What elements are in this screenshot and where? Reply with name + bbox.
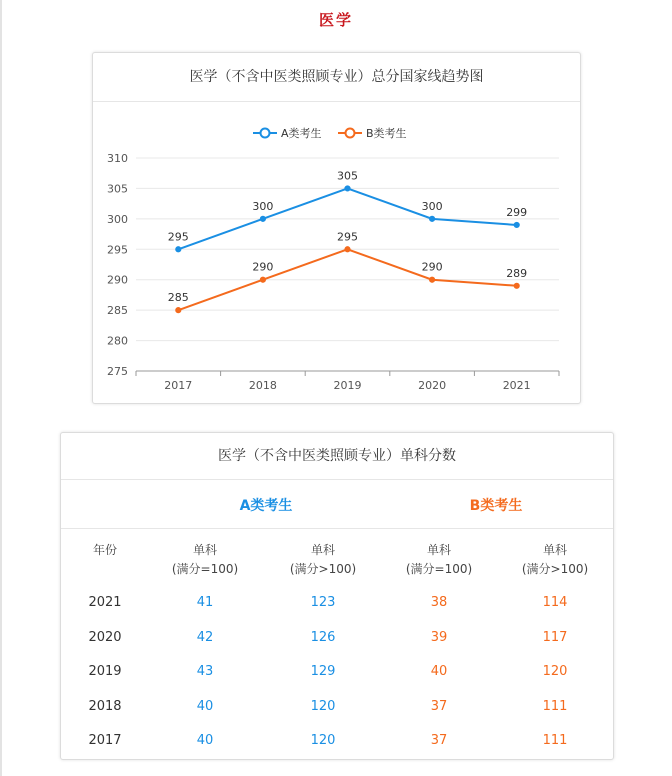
- column-header-label: 单科: [426, 543, 451, 557]
- data-point: [514, 283, 519, 288]
- score-cell: 39: [430, 629, 448, 645]
- column-header-label: 单科: [192, 543, 217, 557]
- score-cell: 111: [542, 733, 568, 748]
- score-cell: 40: [430, 664, 448, 679]
- column-header: [55, 541, 155, 560]
- score-cell: 126: [310, 629, 336, 645]
- data-point: [430, 277, 435, 282]
- y-tick-label: 295: [107, 243, 128, 257]
- score-cell: 42: [196, 629, 214, 645]
- score-table-card: [60, 432, 614, 760]
- column-header: [273, 541, 373, 579]
- column-header-sub: (满分=100): [405, 562, 473, 576]
- y-tick-label: 305: [107, 182, 128, 196]
- score-cell: 37: [430, 733, 448, 748]
- column-header: [389, 541, 489, 579]
- data-point: [345, 247, 350, 252]
- data-point: [430, 216, 435, 221]
- score-cell: 111: [542, 698, 568, 714]
- column-header: [155, 541, 255, 579]
- column-header-sub: (满分=100): [171, 562, 239, 576]
- data-label: 289: [506, 266, 528, 280]
- data-label: 290: [421, 260, 443, 274]
- y-tick-label: 300: [107, 212, 128, 226]
- y-tick-label: 280: [107, 334, 128, 348]
- data-point: [514, 222, 519, 227]
- data-point: [176, 308, 181, 313]
- x-tick-label: 2019: [333, 379, 362, 392]
- column-header-label: 单科: [310, 543, 335, 557]
- column-header-label: 单科: [542, 543, 567, 557]
- column-header: [505, 541, 605, 579]
- data-label: 305: [337, 169, 358, 183]
- year-cell: 2018: [88, 698, 122, 714]
- group-b-label: B类考生: [469, 498, 523, 514]
- year-cell: 2017: [88, 733, 122, 748]
- y-tick-label: 310: [107, 152, 128, 165]
- data-label: 300: [252, 199, 274, 213]
- score-cell: 37: [430, 698, 448, 714]
- score-cell: 43: [196, 664, 214, 679]
- data-label: 299: [506, 205, 528, 219]
- legend-marker: [346, 129, 355, 138]
- score-cell: 129: [310, 664, 336, 679]
- score-cell: 120: [542, 664, 568, 679]
- group-a-label: A类考生: [239, 498, 293, 514]
- y-tick-label: 285: [107, 304, 128, 318]
- y-tick-label: 290: [107, 273, 128, 287]
- y-tick-label: 275: [107, 365, 128, 378]
- x-tick-label: 2017: [164, 379, 193, 392]
- legend-label: A类考生: [281, 127, 322, 140]
- data-point: [345, 186, 350, 191]
- chart-card: [92, 52, 581, 404]
- score-cell: 40: [196, 733, 214, 748]
- score-cell: 38: [430, 595, 448, 610]
- line-chart: [93, 102, 580, 402]
- x-tick-label: 2020: [418, 379, 447, 392]
- year-cell: 2020: [88, 629, 122, 645]
- data-label: 285: [167, 291, 189, 305]
- legend-label: B类考生: [366, 127, 407, 140]
- score-cell: 120: [310, 698, 336, 714]
- score-cell: 40: [196, 698, 214, 714]
- x-tick-label: 2021: [502, 379, 531, 392]
- data-point: [176, 247, 181, 252]
- data-label: 295: [337, 230, 358, 244]
- data-label: 290: [252, 260, 274, 274]
- chart-title: 医学（不含中医类照顾专业）总分国家线趋势图: [93, 53, 580, 102]
- data-label: 300: [421, 199, 443, 213]
- legend-marker: [261, 129, 270, 138]
- data-label: 295: [167, 230, 189, 244]
- column-header-sub: (满分>100): [521, 562, 589, 576]
- page-title: 医学: [318, 11, 353, 29]
- group-header-row: [61, 480, 613, 529]
- column-header-sub: (满分>100): [289, 562, 357, 576]
- page-left-border: [0, 0, 2, 776]
- column-header-label: 年份: [92, 543, 117, 557]
- score-cell: 120: [310, 733, 336, 748]
- data-point: [260, 216, 265, 221]
- year-cell: 2019: [88, 664, 122, 679]
- score-cell: 117: [542, 629, 568, 645]
- x-tick-label: 2018: [248, 379, 277, 392]
- score-cell: 123: [310, 595, 336, 610]
- table-title: 医学（不含中医类照顾专业）单科分数: [61, 433, 613, 480]
- year-cell: 2021: [88, 595, 122, 610]
- score-cell: 114: [542, 595, 568, 610]
- score-cell: 41: [196, 595, 214, 610]
- data-point: [260, 277, 265, 282]
